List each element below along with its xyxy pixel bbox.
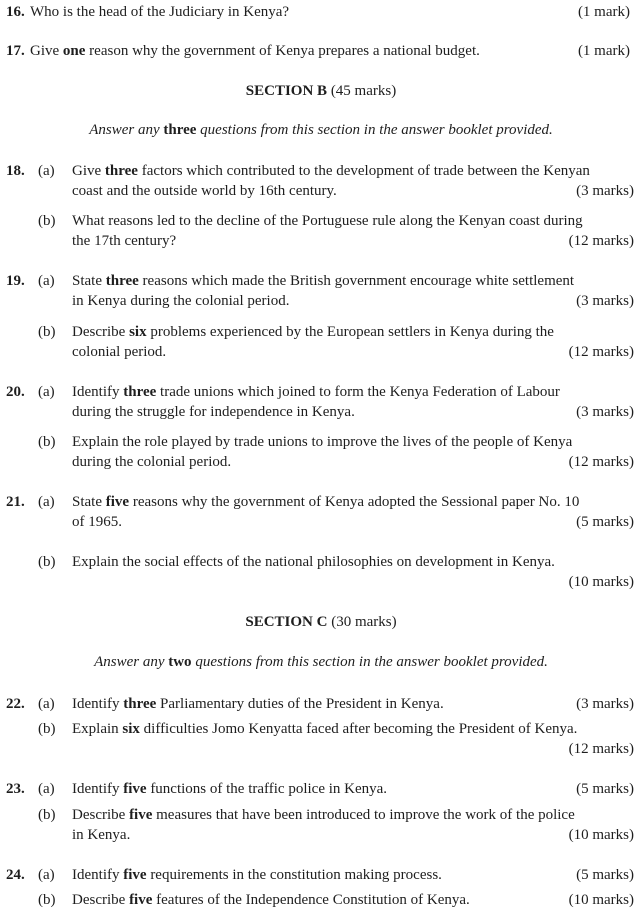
question-text-pre: Give	[30, 43, 63, 59]
question-number: 20.	[6, 384, 25, 400]
part-text	[72, 323, 634, 363]
line-1	[72, 383, 634, 403]
section-marks: (30 marks)	[331, 614, 397, 630]
part-text	[72, 162, 634, 202]
marks: (1 mark)	[577, 43, 630, 59]
part-text	[72, 212, 634, 252]
marks: (5 marks)	[576, 867, 634, 883]
line-1	[72, 272, 634, 292]
section-c-title	[0, 613, 642, 632]
marks: (3 marks)	[576, 404, 634, 420]
part-label: (b)	[38, 892, 56, 908]
text-line2: during the struggle for independence in Kenya.	[72, 404, 355, 420]
marks: (12 marks)	[568, 344, 634, 360]
part-label: (a)	[38, 384, 55, 400]
text-post: reasons which made the British government encourage white settlement	[138, 273, 575, 289]
text-post: difficulties Jomo Kenyatta faced after becoming the President of Kenya.	[139, 721, 578, 737]
section-marks: (45 marks)	[330, 83, 397, 99]
marks: (3 marks)	[576, 696, 634, 712]
text-line2: colonial period.	[72, 344, 167, 360]
text-post: factors which contributed to the development of trade between the Kenyan	[137, 163, 590, 179]
line-1	[72, 806, 634, 826]
part-label: (a)	[38, 163, 55, 179]
part-text	[72, 493, 634, 533]
text-post: reasons why the government of Kenya adopted the Sessional paper No. 10	[129, 494, 580, 510]
question-number: 24.	[6, 867, 25, 883]
text-line2: the 17th century?	[72, 233, 177, 249]
question-text-post: reason why the government of Kenya prepares a national budget.	[85, 43, 480, 59]
text-bold: five	[105, 494, 130, 510]
part-text	[72, 780, 634, 800]
text-line1: What reasons led to the decline of the Portuguese rule along the Kenyan coast during	[72, 213, 583, 229]
line-1	[72, 162, 634, 182]
text-bold: six	[129, 324, 147, 340]
marks: (10 marks)	[568, 574, 634, 590]
question-text: Who is the head of the Judiciary in Kenya?	[30, 4, 290, 20]
part-text	[72, 806, 634, 846]
text-pre: State	[72, 494, 106, 510]
line-2	[72, 292, 634, 312]
text-line2: during the colonial period.	[72, 454, 232, 470]
text-post: measures that have been introduced to improve the work of the police	[152, 807, 575, 823]
text-post: trade unions which joined to form the Kenya Federation of Labour	[156, 384, 560, 400]
line-1	[72, 780, 634, 800]
line-2	[72, 513, 634, 533]
question-number: 22.	[6, 696, 25, 712]
text-line2: in Kenya during the colonial period.	[72, 293, 290, 309]
question-17	[6, 42, 630, 62]
part-label: (b)	[38, 324, 56, 340]
section-title-text: SECTION C	[245, 614, 328, 630]
part-text	[72, 553, 634, 593]
question-number: 19.	[6, 273, 25, 289]
part-label: (b)	[38, 807, 56, 823]
section-c-instruction	[0, 653, 642, 672]
instruction-bold: two	[168, 654, 192, 670]
text-line1: Explain the role played by trade unions to improve the lives of the people of Kenya	[72, 434, 573, 450]
text-post: Parliamentary duties of the President in Kenya.	[156, 696, 444, 712]
marks: (3 marks)	[576, 183, 634, 199]
part-text	[72, 891, 634, 911]
text-bold: five	[123, 867, 147, 883]
line-2	[72, 826, 634, 846]
question-text-bold: one	[62, 43, 86, 59]
part-label: (a)	[38, 781, 55, 797]
text-line2: of 1965.	[72, 514, 122, 530]
question-line	[30, 3, 630, 23]
part-label: (b)	[38, 434, 56, 450]
line-1	[72, 433, 634, 453]
text-bold: five	[123, 781, 147, 797]
text-pre: Identify	[72, 867, 124, 883]
marks: (3 marks)	[576, 293, 634, 309]
text-bold: five	[129, 807, 153, 823]
part-text	[72, 866, 634, 886]
part-label: (a)	[38, 494, 55, 510]
text-bold: three	[123, 696, 157, 712]
line-2	[72, 403, 634, 423]
text-line1: Explain the social effects of the national philosophies on development in Kenya.	[72, 554, 555, 570]
text-bold: three	[105, 273, 139, 289]
part-text	[72, 695, 634, 715]
part-label: (a)	[38, 867, 55, 883]
part-text	[72, 433, 634, 473]
instruction-pre: Answer any	[89, 122, 164, 138]
section-b-instruction	[0, 121, 642, 140]
instruction-bold: three	[163, 122, 197, 138]
text-bold: three	[104, 163, 138, 179]
instruction-post: questions from this section in the answer booklet provided.	[196, 122, 553, 138]
text-pre: Identify	[72, 781, 124, 797]
line-2	[72, 740, 634, 760]
marks: (12 marks)	[568, 741, 634, 757]
line-1	[72, 323, 634, 343]
text-post: requirements in the constitution making process.	[146, 867, 442, 883]
question-line	[30, 42, 630, 62]
part-text	[72, 272, 634, 312]
text-pre: State	[72, 273, 106, 289]
text-post: problems experienced by the European settlers in Kenya during the	[146, 324, 554, 340]
text-bold: five	[129, 892, 153, 908]
marks: (1 mark)	[577, 4, 630, 20]
part-label: (b)	[38, 213, 56, 229]
line-1	[72, 493, 634, 513]
line-1	[72, 720, 634, 740]
marks: (5 marks)	[576, 781, 634, 797]
marks: (12 marks)	[568, 454, 634, 470]
text-pre: Identify	[72, 696, 124, 712]
text-pre: Identify	[72, 384, 124, 400]
line-1	[72, 695, 634, 715]
instruction-post: questions from this section in the answer booklet provided.	[191, 654, 548, 670]
text-line2: coast and the outside world by 16th century.	[72, 183, 337, 199]
question-16	[6, 3, 630, 23]
line-1	[72, 866, 634, 886]
line-2	[72, 453, 634, 473]
text-post: functions of the traffic police in Kenya.	[146, 781, 388, 797]
section-title-text: SECTION B	[245, 83, 328, 99]
line-2	[72, 343, 634, 363]
instruction-pre: Answer any	[94, 654, 169, 670]
line-1	[72, 891, 634, 911]
text-bold: three	[123, 384, 157, 400]
text-bold: six	[122, 721, 140, 737]
question-number: 16.	[6, 4, 25, 20]
text-pre: Describe	[72, 807, 130, 823]
question-number: 21.	[6, 494, 25, 510]
part-label: (a)	[38, 273, 55, 289]
marks: (12 marks)	[568, 233, 634, 249]
question-number: 23.	[6, 781, 25, 797]
section-b-title	[0, 82, 642, 101]
line-2	[72, 232, 634, 252]
text-post: features of the Independence Constitution of Kenya.	[152, 892, 470, 908]
marks: (10 marks)	[568, 892, 634, 908]
question-number: 17.	[6, 43, 25, 59]
line-1	[72, 212, 634, 232]
text-pre: Explain	[72, 721, 123, 737]
part-label: (b)	[38, 554, 56, 570]
part-text	[72, 720, 634, 760]
marks: (10 marks)	[568, 827, 634, 843]
marks: (5 marks)	[576, 514, 634, 530]
line-1	[72, 553, 634, 573]
text-pre: Give	[72, 163, 105, 179]
part-label: (b)	[38, 721, 56, 737]
line-2	[72, 573, 634, 593]
text-pre: Describe	[72, 892, 130, 908]
part-label: (a)	[38, 696, 55, 712]
question-number: 18.	[6, 163, 25, 179]
part-text	[72, 383, 634, 423]
text-line2: in Kenya.	[72, 827, 131, 843]
text-pre: Describe	[72, 324, 130, 340]
line-2	[72, 182, 634, 202]
